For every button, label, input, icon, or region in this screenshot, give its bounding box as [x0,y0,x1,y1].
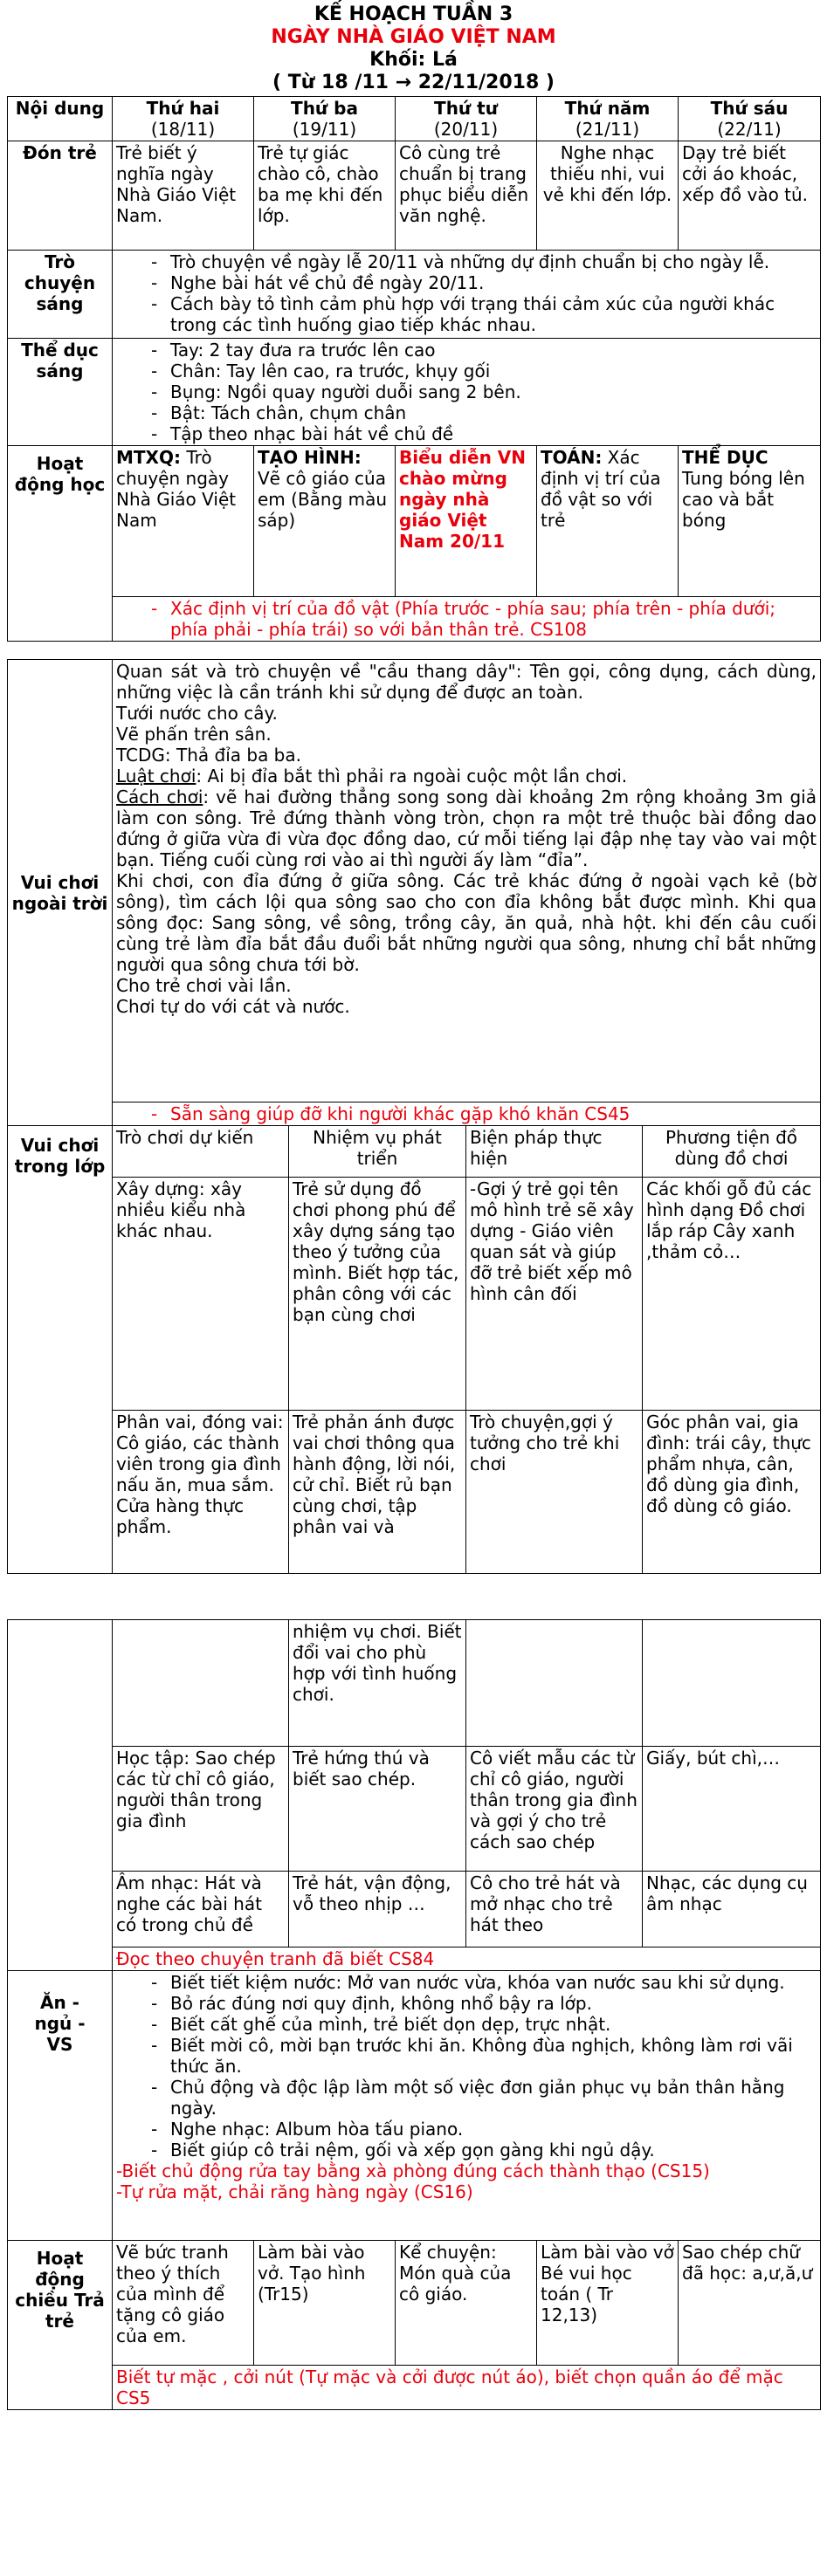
table-cell: Giấy, bút chì,… [643,1747,821,1872]
list-item: - Chân: Tay lên cao, ra trước, khụy gối [151,361,817,381]
table-cell [466,1620,643,1747]
list-item: - Nghe bài hát về chủ đề ngày 20/11. [151,272,817,293]
table-cell: Làm bài vào vở. Tạo hình (Tr15) [254,2241,396,2366]
table-cell [113,251,821,339]
table-cell: Trẻ sử dụng đồ chơi phong phú để xây dựng sáng tạo theo ý tưởng của mình. Biết hợp tác, phân công với các bạn cùng chơi [289,1178,466,1411]
table-cell: Nghe nhạc thiếu nhi, vui vẻ khi đến lớp. [537,141,679,251]
table-cell [113,660,821,1103]
table-cell: Cô cho trẻ hát và mở nhạc cho trẻ hát theo [466,1872,643,1947]
tro-chuyen-row [8,251,821,339]
cs-note: Đọc theo chuyện tranh đã biết CS84 [113,1947,821,1971]
column-header: Phương tiện đồ dùng đồ chơi [643,1126,821,1178]
paragraph: Chơi tự do với cát và nước. [116,996,350,1017]
table-cell: Học tập: Sao chép các từ chỉ cô giáo, người thân trong gia đình [113,1747,289,1872]
table-cell: Làm bài vào vở Bé vui học toán ( Tr 12,13) [537,2241,679,2366]
paragraph: TCDG: Thả đỉa ba ba. [116,745,301,766]
day-header: Thứ sáu (22/11) [679,97,821,141]
schedule-table-2 [7,659,821,1574]
table-row [8,1178,821,1411]
table-cell: Trẻ phản ánh được vai chơi thông qua hành động, lời nói, cử chỉ. Biết rủ bạn cùng chơi, tập phân vai và [289,1411,466,1574]
table-cell [113,1103,821,1126]
paragraph: Cách chơi: vẽ hai đường thẳng song song dài khoảng 2m rộng khoảng 3m giả làm con sông. Trẻ đứng thành vòng tròn, chọn ra một trẻ thuộc bài đồng dao đứng ở giữa vừa đi vừa đọc đồng dao, cứ mỗi tiếng lại đập nhẹ tay vào vai một bạn. Tiếng cuối cùng rơi vào ai thì người ấy làm “đỉa”. [116,787,817,870]
cs-note: Biết tự mặc , cởi nút (Tự mặc và cởi được nút áo), biết chọn quần áo để mặc CS5 [113,2366,821,2410]
table-cell: Sao chép chữ đã học: a,ư,ă,ư [679,2241,821,2366]
the-duc-row [8,339,821,446]
table-cell: MTXQ: Trò chuyện ngày Nhà Giáo Việt Nam [113,446,254,597]
table-cell: Cô cùng trẻ chuẩn bị trang phục biểu diễn văn nghệ. [396,141,537,251]
day-header: Thứ năm (21/11) [537,97,679,141]
table-cell: THỂ DỤC Tung bóng lên cao và bắt bóng [679,446,821,597]
cs-note: - Xác định vị trí của đồ vật (Phía trước - phía sau; phía trên - phía dưới; phía phải - phía trái) so với bản thân trẻ. CS108 [151,598,817,640]
row-label: Vui chơi ngoài trời [8,660,113,1126]
list-item: - Tay: 2 tay đưa ra trước lên cao [151,340,817,361]
table-cell: Xây dựng: xây nhiều kiểu nhà khác nhau. [113,1178,289,1411]
paragraph: Quan sát và trò chuyện về "cầu thang dây": Tên gọi, công dụng, cách dùng, những việc là cần tránh khi sử dụng để được an toàn. [116,661,817,703]
schedule-table-1 [7,96,821,642]
column-header: Biện pháp thực hiện [466,1126,643,1178]
plan-group: Khối: Lá [369,49,458,71]
list-item: - Bụng: Ngồi quay người duỗi sang 2 bên. [151,381,817,402]
table-cell: Các khối gỗ đủ các hình dạng Đồ chơi lắp ráp Cây xanh ,thảm cỏ… [643,1178,821,1411]
trong-lop-header-row [8,1126,821,1178]
chieu-note-row [8,2366,821,2410]
list-item: - Bỏ rác đúng nơi quy định, không nhổ bậy ra lớp. [151,1993,817,2014]
ngoai-troi-row [8,660,821,1103]
row-label: Vui chơi trong lớp [8,1126,113,1574]
table-row [8,1947,821,1971]
plan-title: KẾ HOẠCH TUẦN 3 [314,3,513,25]
don-tre-row [8,141,821,251]
table-cell: Trẻ tự giác chào cô, chào ba mẹ khi đến lớp. [254,141,396,251]
cs-note: - Sẵn sàng giúp đỡ khi người khác gặp khó khăn CS45 [151,1103,817,1124]
an-ngu-row [8,1971,821,2241]
paragraph: Luật chơi: Ai bị đỉa bắt thì phải ra ngoài cuộc một lần chơi. [116,766,628,787]
list-item: - Biết giúp cô trải nệm, gối và xếp gọn gàng khi ngủ dậy. [151,2140,817,2160]
list-item: - Tập theo nhạc bài hát về chủ đề [151,423,817,444]
list-item: - Biết mời cô, mời bạn trước khi ăn. Không đùa nghịch, không làm rơi vãi thức ăn. [151,2035,817,2077]
column-header: Nhiệm vụ phát triển [289,1126,466,1178]
column-header: Trò chơi dự kiến [113,1126,289,1178]
table-cell [113,597,821,642]
table-cell: Cô viết mẫu các từ chỉ cô giáo, người thân trong gia đình và gợi ý cho trẻ cách sao chép [466,1747,643,1872]
row-label: Hoạt động chiều Trả trẻ [8,2241,113,2410]
table-cell: Trẻ hát, vận động, vỗ theo nhịp … [289,1872,466,1947]
plan-subtitle: NGÀY NHÀ GIÁO VIỆT NAM [271,26,556,48]
table-cell: Biểu diễn VN chào mừng ngày nhà giáo Việt Nam 20/11 [396,446,537,597]
table-cell: Âm nhạc: Hát và nghe các bài hát có trong chủ đề [113,1872,289,1947]
day-header: Thứ ba (19/11) [254,97,396,141]
paragraph: Vẽ phấn trên sân. [116,724,272,745]
table-cell [643,1620,821,1747]
day-header: Thứ tư (20/11) [396,97,537,141]
list-item: - Biết tiết kiệm nước: Mở van nước vừa, khóa van nước sau khi sử dụng. [151,1972,817,1993]
content-header: Nội dung [8,97,113,141]
hoat-dong-note-row [8,597,821,642]
day-header: Thứ hai (18/11) [113,97,254,141]
table-cell: Dạy trẻ biết cởi áo khoác, xếp đồ vào tủ. [679,141,821,251]
table-cell [113,339,821,446]
table-cell: -Gợi ý trẻ gọi tên mô hình trẻ sẽ xây dựng - Giáo viên quan sát và giúp đỡ trẻ biết xếp mô hình cân đối [466,1178,643,1411]
row-label: Hoạt động học [8,446,113,642]
cs-note: -Tự rửa mặt, chải răng hàng ngày (CS16) [116,2181,473,2202]
paragraph: Cho trẻ chơi vài lần. [116,975,292,996]
ngoai-troi-note-row [8,1103,821,1126]
row-label: Trò chuyện sáng [8,251,113,339]
list-item: - Biết cất ghế của mình, trẻ biết dọn dẹp, trực nhật. [151,2014,817,2035]
table-cell [113,1620,289,1747]
cs-note: -Biết chủ động rửa tay bằng xà phòng đúng cách thành thạo (CS15) [116,2160,710,2181]
table-cell [113,1971,821,2241]
schedule-table-3 [7,1619,821,2241]
table-cell: TẠO HÌNH: Vẽ cô giáo của em (Bằng màu sáp) [254,446,396,597]
row-label: Đón trẻ [8,141,113,251]
table-cell: TOÁN: Xác định vị trí của đồ vật so với trẻ [537,446,679,597]
plan-dates: ( Từ 18 /11 → 22/11/2018 ) [272,72,555,93]
table-cell: Kể chuyện: Món quà của cô giáo. [396,2241,537,2366]
list-item: - Chủ động và độc lập làm một số việc đơn giản phục vụ bản thân hằng ngày. [151,2077,817,2119]
chieu-row [8,2241,821,2366]
row-label: Ăn - ngủ - VS [8,1971,113,2241]
paragraph: Tưới nước cho cây. [116,703,278,724]
table-row [8,1747,821,1872]
table-cell: Vẽ bức tranh theo ý thích của mình để tặng cô giáo của em. [113,2241,254,2366]
table-cell: Trò chuyện,gợi ý tưởng cho trẻ khi chơi [466,1411,643,1574]
table-cell: Trẻ hứng thú và biết sao chép. [289,1747,466,1872]
table-cell: Nhạc, các dụng cụ âm nhạc [643,1872,821,1947]
page-header [0,0,827,94]
day-header-row [8,97,821,141]
table-row [8,1411,821,1574]
table-row [8,1620,821,1747]
schedule-table-4 [7,2240,821,2410]
hoat-dong-row [8,446,821,597]
list-item: - Bật: Tách chân, chụm chân [151,402,817,423]
paragraph: Khi chơi, con đỉa đứng ở giữa sông. Các trẻ khác đứng ở ngoài vạch kẻ (bờ sông), tìm cách lội qua sông sao cho con đỉa không bắt được mình. Khi qua sông đọc: Sang sông, về sông, trồng cây, ăn quả, nhà hột. khi đến câu cuối cùng trẻ làm đỉa bắt đầu đuổi bắt những người qua sông, nhưng chỉ bắt những người qua sông chưa tới bờ. [116,870,817,975]
list-item: - Cách bày tỏ tình cảm phù hợp với trạng thái cảm xúc của người khác trong các tình huống giao tiếp khác nhau. [151,293,817,335]
list-item: - Trò chuyện về ngày lễ 20/11 và những dự định chuẩn bị cho ngày lễ. [151,251,817,272]
row-label [8,1620,113,1971]
row-label: Thể dục sáng [8,339,113,446]
table-cell: Trẻ biết ý nghĩa ngày Nhà Giáo Việt Nam. [113,141,254,251]
table-cell: nhiệm vụ chơi. Biết đổi vai cho phù hợp với tình huống chơi. [289,1620,466,1747]
table-cell: Góc phân vai, gia đình: trái cây, thực phẩm nhựa, cân, đồ dùng gia đình, đồ dùng cô giáo. [643,1411,821,1574]
list-item: - Nghe nhạc: Album hòa tấu piano. [151,2119,817,2140]
table-row [8,1872,821,1947]
table-cell: Phân vai, đóng vai: Cô giáo, các thành viên trong gia đình nấu ăn, mua sắm. Cửa hàng thực phẩm. [113,1411,289,1574]
